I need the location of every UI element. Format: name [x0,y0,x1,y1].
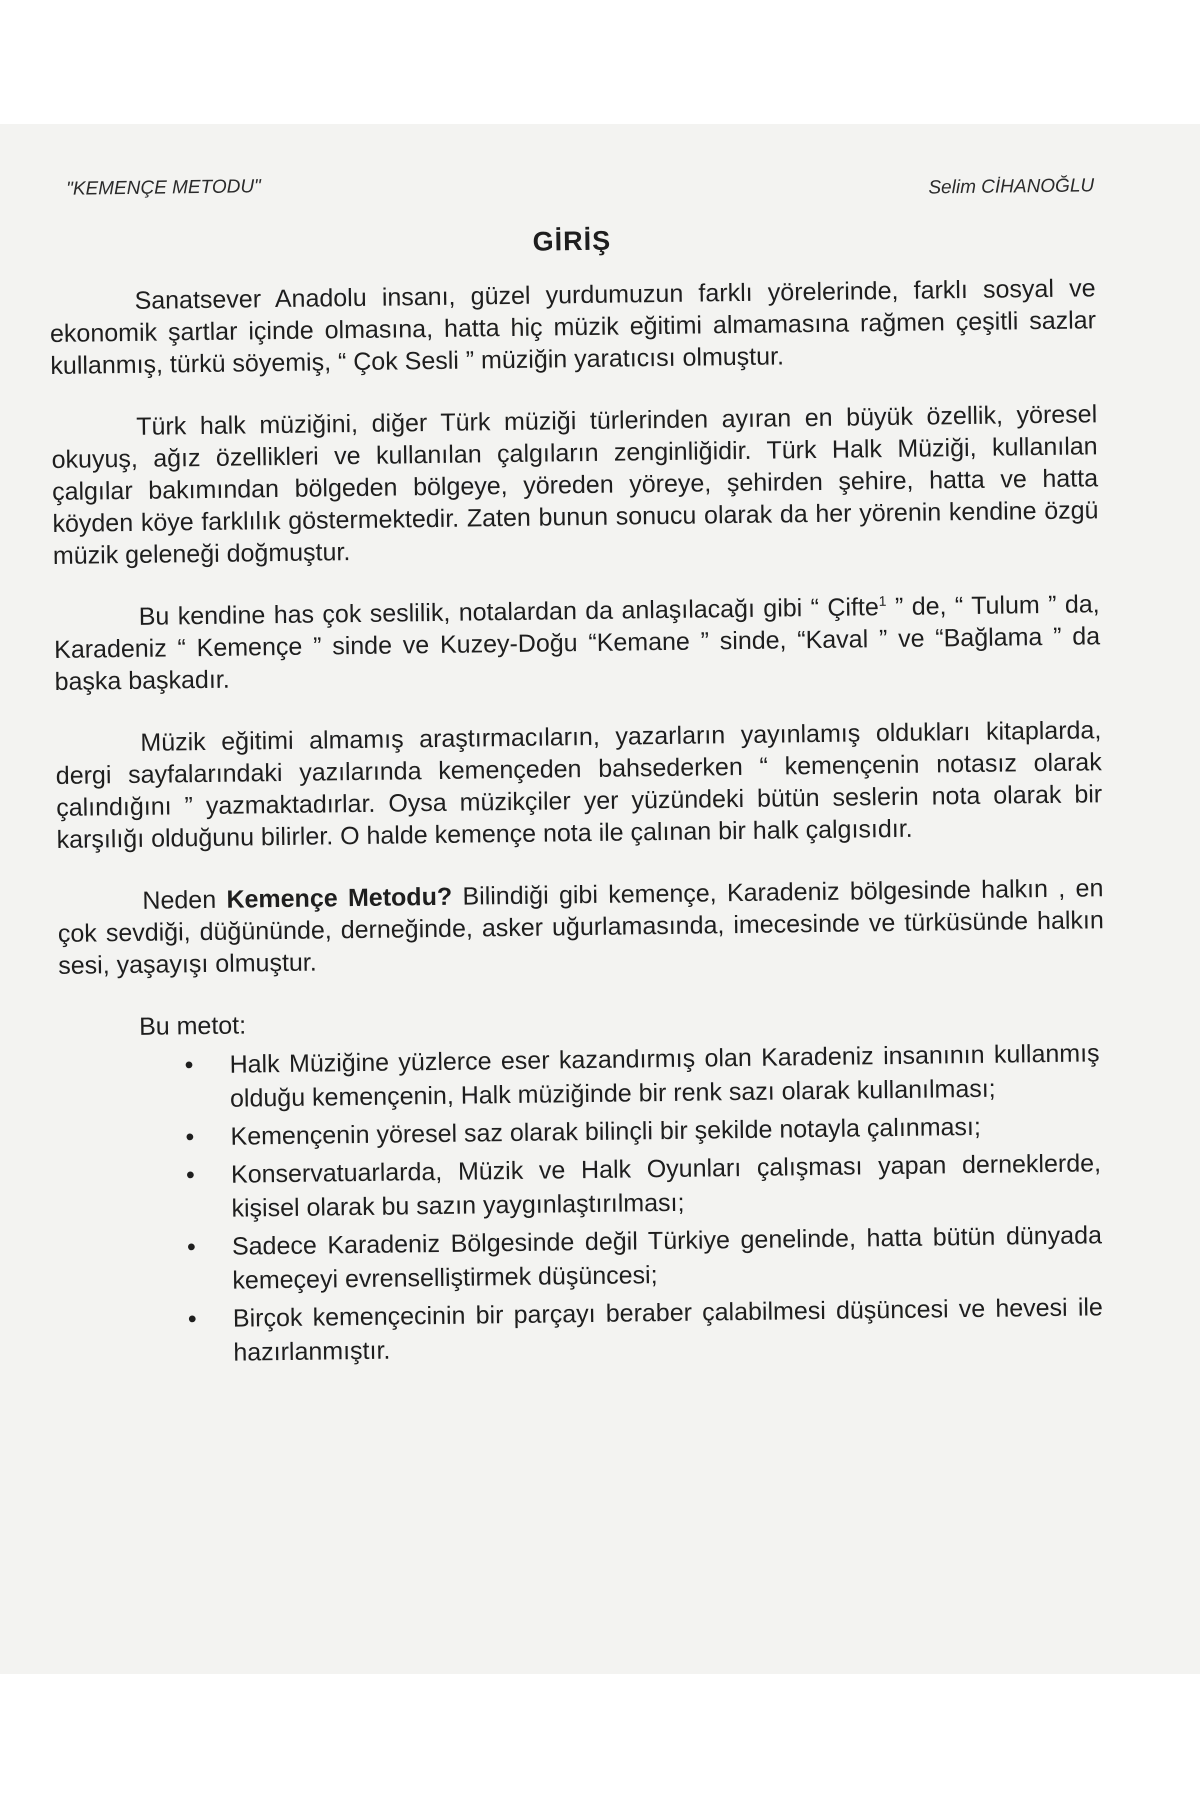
page-header [48,165,1095,227]
list-item [62,1218,1109,1300]
list-item-text: Sadece Karadeniz Bölgesinde değil Türkiye genelinde, hatta bütün dünyada kemeçeyi evrenselliştirmek düşüncesi; [231,1221,1103,1295]
paragraph-2: Türk halk müziğini, diğer Türk müziği türlerinden ayıran en büyük özellik, yöresel okuyuş, ağız özellikleri ve kullanılan çalgıların zenginliğidir. Türk Halk Müziği, kullanılan çalgılar bakımından bölgeden bölgeye, yöreden yöreye, şehirden şehire, hatta ve hatta köyden köye farklılık göstermektedir. Zaten bunun sonucu olarak da her yörenin kendine özgü müzik geleneği doğmuştur. [51,400,1099,570]
bullet-icon: • [187,1305,197,1334]
list-item [61,1146,1108,1228]
paragraph-3 [54,588,1101,698]
paragraph-3-text-start: Bu kendine has çok seslilik, notalardan da anlaşılacağı gibi “ Çifte [138,593,879,631]
paragraph-1: Sanatsever Anadolu insanı, güzel yurdumuzun farklı yörelerinde, farklı sosyal ve ekonomik şartlar içinde olmasına, hatta hiç müzik eğitimi almamasına rağmen çeşitli sazlar kullanmış, türkü söyemiş, “ Çok Sesli ” müziğin yaratıcısı olmuştur. [49,274,1097,380]
paragraph-4: Müzik eğitimi almamış araştırmacıların, yazarların yayınlamış oldukları kitaplarda, dergi sayfalarındaki yazılarında kemençeden bahsederken “ kemençenin notasız olarak çalındığını ” yazmaktadırlar. Oysa müzikçiler yer yüzündeki bütün seslerin nota olarak bir karşılığı olduğunu bilirler. O halde kemençe nota ile çalınan bir halk çalgısıdır. [55,716,1103,854]
scanned-page-photo [0,124,1200,1674]
paragraph-5-bold-phrase: Kemençe Metodu? [226,882,453,914]
list-item-text: Halk Müziğine yüzlerce eser kazandırmış olan Karadeniz insanının kullanmış olduğu kemençenin, Halk müziğinde bir renk sazı olarak kullanılması; [229,1039,1100,1113]
list-item [59,1036,1106,1118]
list-item [63,1290,1110,1372]
bullet-icon: • [186,1233,196,1262]
book-page [48,165,1110,1376]
list-item-text: Birçok kemençecinin bir parçayı beraber çalabilmesi düşüncesi ve hevesi ile hazırlanmıştır. [232,1293,1104,1367]
page-title: GİRİŞ [532,225,612,257]
header-author: Selim CİHANOĞLU [928,175,1095,199]
paragraph-5 [57,872,1104,982]
bullet-icon: • [184,1051,194,1080]
list-item-text: Konservatuarlarda, Müzik ve Halk Oyunları çalışması yapan derneklerde, kişisel olarak bu sazın yaygınlaştırılması; [230,1149,1102,1223]
purpose-list [59,1036,1109,1372]
paragraph-3-text-end: ” de, “ Tulum ” da, Karadeniz “ Kemençe ” sinde ve Kuzey-Doğu “Kemane ” sinde, “Kaval ” ve “Bağlama ” da başka başkadır. [53,590,1101,696]
bullet-icon: • [185,1161,196,1190]
bullet-icon: • [185,1123,195,1152]
list-item-text: Kemençenin yöresel saz olarak bilinçli bir şekilde notayla çalınması; [230,1112,982,1151]
paragraph-5-lead: Neden [142,885,227,915]
header-book-title: "KEMENÇE METODU" [65,176,261,200]
footnote-marker: 1 [878,592,887,609]
list-intro: Bu metot: [138,1011,247,1041]
paragraph-5-rest: Bilindiği gibi kemençe, Karadeniz bölgesinde halkın , en çok sevdiği, düğününde, derneğinde, asker uğurlamasında, imecesinde ve türküsünde halkın sesi, yaşayışı olmuştur. [57,874,1104,980]
